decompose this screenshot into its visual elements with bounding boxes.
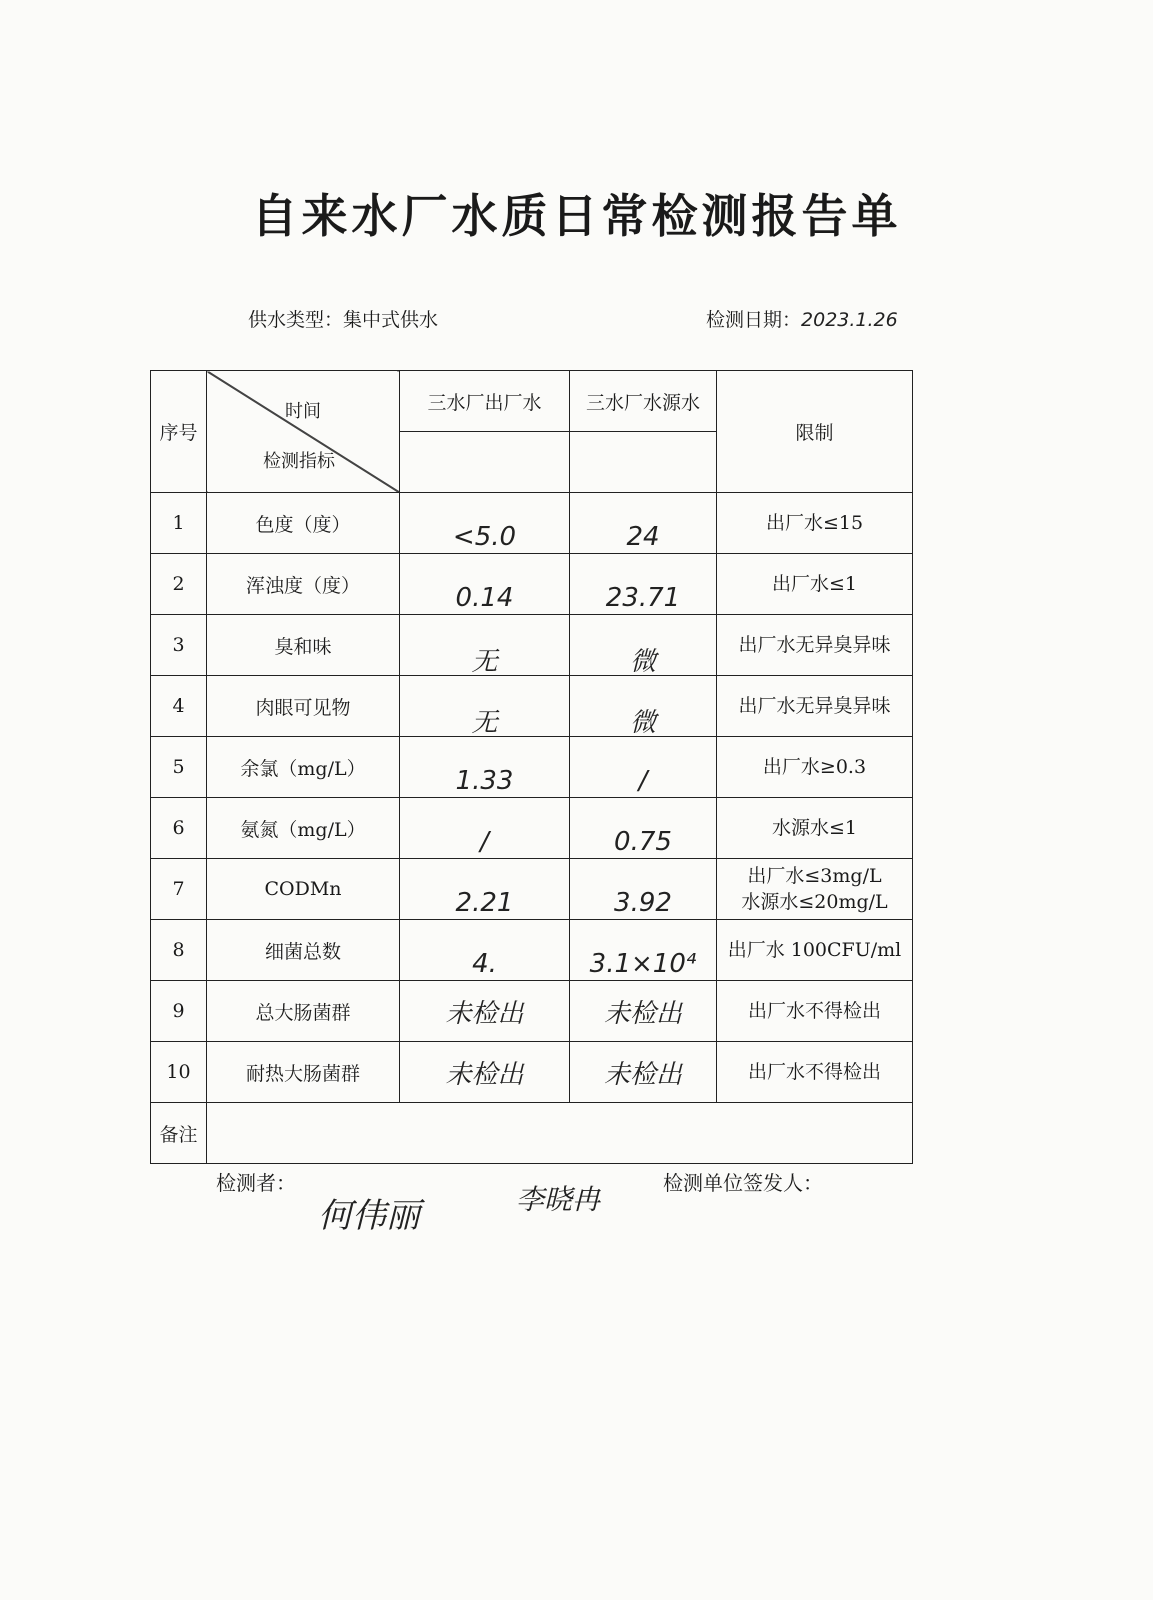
test-date-label: 检测日期： [706,309,802,331]
outlet-value-text: <5.0 [452,522,517,552]
indicator-name [207,676,400,737]
table-row [151,798,913,859]
source-value-text: 微 [629,707,656,738]
outlet-value [400,1042,570,1103]
source-value-text: / [638,766,648,796]
row-number-text: 7 [172,878,185,900]
indicator-name-text: 浑浊度（度） [245,574,360,597]
outlet-value-text: 无 [471,707,498,738]
indicator-header: 检测指标 [263,451,335,472]
indicator-name [207,554,400,615]
outlet-value-text: 2.21 [455,888,514,918]
table-row [151,554,913,615]
diagonal-header-cell [207,371,400,493]
row-number [151,737,207,798]
outlet-value [400,737,570,798]
limit-value [717,798,913,859]
source-water-header: 三水厂水源水 [570,371,717,432]
limit-value [717,981,913,1042]
source-value-text: 0.75 [614,827,672,857]
outlet-blank-cell [400,432,570,493]
source-value [570,1042,717,1103]
row-number [151,920,207,981]
row-number [151,1042,207,1103]
table-row [151,676,913,737]
outlet-value-text: 1.33 [455,766,514,796]
indicator-name [207,798,400,859]
limit-value [717,859,913,920]
indicator-name-text: 氨氮（mg/L） [240,818,366,841]
source-value [570,859,717,920]
row-number-text: 6 [172,817,185,839]
source-value-text: 23.71 [605,583,681,613]
note-value [207,1103,913,1164]
time-header: 时间 [285,401,321,422]
limit-line: 出厂水≤15 [765,512,864,534]
indicator-name [207,859,400,920]
outlet-value-text: 未检出 [445,998,524,1029]
source-value-text: 未检出 [603,998,682,1029]
table-row [151,737,913,798]
limit-line: 出厂水≥0.3 [762,756,867,778]
row-number-text: 10 [166,1061,191,1083]
note-label: 备注 [151,1103,207,1164]
second-signature: 李晓冉 [516,1183,601,1216]
source-value [570,615,717,676]
row-number-text: 8 [172,939,185,961]
limit-value [717,920,913,981]
source-value [570,737,717,798]
limit-value [717,615,913,676]
limit-value [717,554,913,615]
source-value-text: 24 [626,522,660,552]
table-row [151,920,913,981]
source-value [570,920,717,981]
row-number [151,798,207,859]
row-number [151,615,207,676]
table-row [151,859,913,920]
source-value [570,676,717,737]
outlet-value [400,859,570,920]
row-number [151,981,207,1042]
row-number [151,676,207,737]
outlet-water-header: 三水厂出厂水 [400,371,570,432]
indicator-name-text: 细菌总数 [264,940,341,963]
issuer-label: 检测单位签发人： [663,1171,823,1195]
indicator-name-text: 色度（度） [255,513,351,536]
limit-line: 水源水≤20mg/L [741,891,888,913]
indicator-name [207,737,400,798]
supply-type-label: 供水类型： [248,309,344,331]
limit-line: 出厂水不得检出 [747,1000,881,1022]
limit-value [717,676,913,737]
limit-line: 出厂水 100CFU/ml [727,939,902,961]
limit-value [717,493,913,554]
note-row [151,1103,913,1164]
indicator-name [207,1042,400,1103]
tester-label: 检测者： [216,1171,296,1195]
limit-line: 出厂水≤1 [771,573,857,595]
source-value-text: 3.1×10⁴ [589,949,697,979]
limit-line: 出厂水无异臭异味 [738,695,891,717]
row-number [151,859,207,920]
outlet-value [400,798,570,859]
row-number-text: 9 [172,1000,185,1022]
indicator-name [207,920,400,981]
test-date-value: 2023.1.26 [801,309,898,331]
indicator-name [207,493,400,554]
row-number-text: 4 [172,695,185,717]
outlet-value [400,615,570,676]
outlet-value-text: 0.14 [455,583,514,613]
seq-header: 序号 [151,371,207,493]
indicator-name [207,615,400,676]
outlet-value [400,554,570,615]
limit-value [717,1042,913,1103]
test-date [706,305,898,332]
limit-header: 限制 [717,371,913,493]
row-number-text: 5 [172,756,185,778]
indicator-name-text: 总大肠菌群 [255,1001,351,1024]
supply-type-value: 集中式供水 [343,309,439,331]
indicator-name-text: CODMn [264,878,342,900]
source-blank-cell [570,432,717,493]
indicator-name-text: 余氯（mg/L） [240,757,366,780]
indicator-name-text: 肉眼可见物 [255,696,351,719]
limit-value [717,737,913,798]
tester-signature: 何伟丽 [318,1196,420,1236]
outlet-value [400,981,570,1042]
table-row [151,1042,913,1103]
table-row [151,615,913,676]
indicator-name-text: 耐热大肠菌群 [245,1062,360,1085]
outlet-value-text: 无 [471,646,498,677]
source-value [570,554,717,615]
table-row [151,493,913,554]
source-value-text: 3.92 [614,888,672,918]
row-number-text: 1 [172,512,185,534]
row-number-text: 3 [172,634,185,656]
source-value-text: 未检出 [603,1059,682,1090]
row-number-text: 2 [172,573,185,595]
outlet-value [400,920,570,981]
indicator-name-text: 臭和味 [274,635,332,658]
row-number [151,493,207,554]
source-value [570,493,717,554]
outlet-value [400,493,570,554]
limit-line: 出厂水≤3mg/L [747,865,882,887]
source-value [570,798,717,859]
outlet-value-text: / [480,827,489,857]
limit-line: 出厂水不得检出 [747,1061,881,1083]
outlet-value-text: 未检出 [445,1059,524,1090]
supply-type [248,305,438,332]
indicator-name [207,981,400,1042]
table-row [151,981,913,1042]
row-number [151,554,207,615]
outlet-value [400,676,570,737]
report-table [150,370,913,1164]
outlet-value-text: 4. [472,949,497,979]
source-value-text: 微 [629,646,656,677]
limit-line: 出厂水无异臭异味 [738,634,891,656]
source-value [570,981,717,1042]
limit-line: 水源水≤1 [771,817,857,839]
page-title: 自来水厂水质日常检测报告单 [251,189,902,243]
